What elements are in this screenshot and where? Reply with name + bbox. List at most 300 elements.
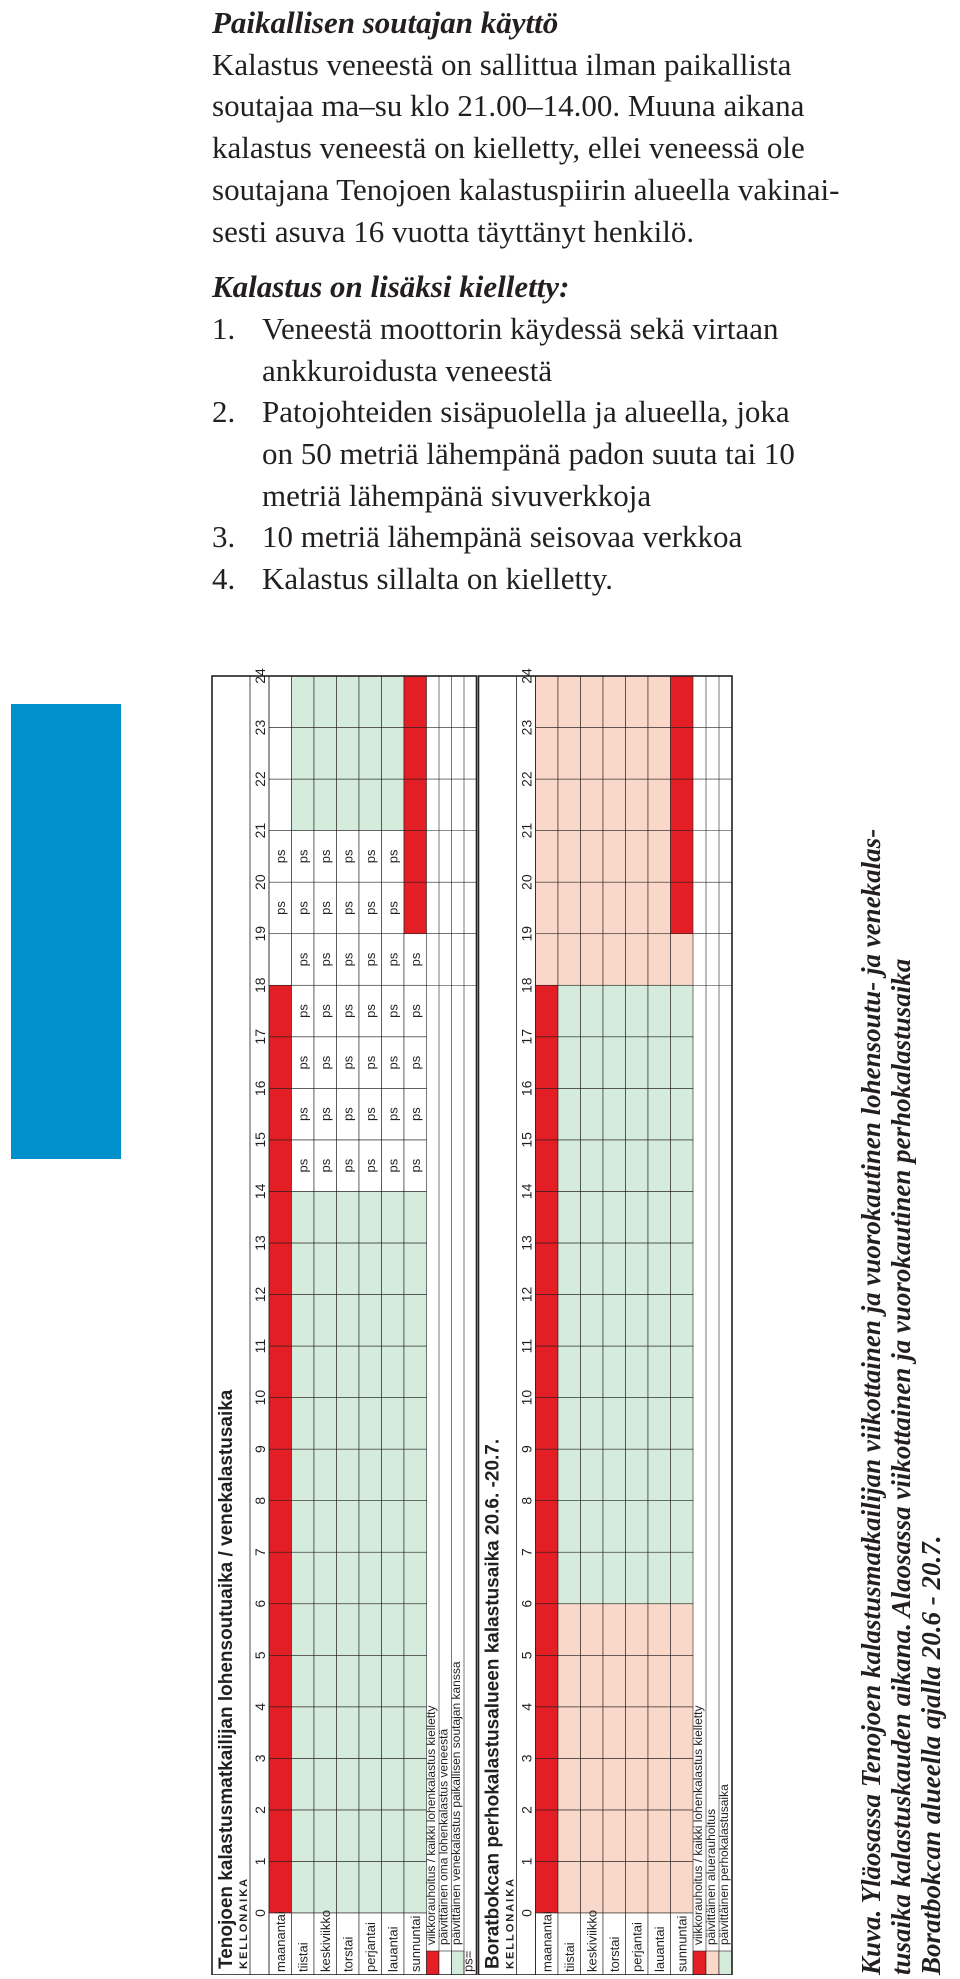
time-cell [314,1758,337,1810]
time-cell [603,1243,626,1295]
ps-label: ps [318,1107,333,1121]
time-cell [648,1346,671,1398]
time-cell [404,1655,427,1707]
time-cell [292,1191,315,1243]
time-cell [581,676,604,728]
time-cell [626,1501,649,1553]
restriction-item [212,516,952,558]
time-cell [671,1758,694,1810]
legend-text: viikkorauhoitus / kaikki lohenkalastus kielletty [424,1705,438,1945]
hour-label: 11 [518,1338,535,1354]
time-cell [603,1191,626,1243]
ps-label: ps [408,1107,423,1121]
time-cell [404,1346,427,1398]
legend-swatch [706,1951,719,1975]
time-cell [626,1243,649,1295]
time-cell [558,1758,581,1810]
hour-label: 10 [252,1389,268,1406]
day-label: sunnuntai [408,1915,423,1972]
time-cell [292,1861,315,1913]
time-cell [671,1295,694,1347]
time-cell [558,1191,581,1243]
time-cell [314,1191,337,1243]
ps-label: ps [295,1107,311,1121]
ps-label: ps [340,1055,356,1070]
time-cell [314,1398,337,1450]
hour-label: 14 [518,1183,535,1200]
time-cell [626,1655,649,1707]
time-cell [314,1604,337,1656]
time-cell [337,1295,360,1347]
time-cell [536,1449,559,1501]
day-label: perjantai [629,1922,645,1972]
time-cell [603,882,626,934]
time-cell [558,1140,581,1192]
day-label: lauantai [652,1926,667,1972]
ps-label: ps [385,901,401,915]
legend-text: päivittäinen aluerauhoitus [704,1808,718,1945]
time-cell [581,1707,604,1759]
time-cell [269,779,292,831]
ps-label: ps [340,1158,356,1173]
ps-label: ps [385,1055,401,1070]
time-cell [603,1088,626,1140]
hour-label: 13 [252,1235,268,1251]
time-cell [359,676,382,728]
time-cell [337,1552,360,1604]
time-cell [536,1810,559,1862]
time-cell [558,1604,581,1656]
time-cell [603,1810,626,1862]
time-cell [269,1295,292,1347]
ps-label: ps [318,1055,333,1070]
time-cell [626,728,649,780]
time-cell [536,1552,559,1604]
time-cell [314,1655,337,1707]
time-cell [648,1243,671,1295]
time-cell [359,1191,382,1243]
time-cell [581,1191,604,1243]
time-cell [581,1037,604,1089]
time-cell [581,934,604,986]
legend-text: päivittäinen oma lohenkalastus veneestä [436,1728,451,1945]
time-cell [626,1604,649,1656]
time-cell [314,1501,337,1553]
side-color-bar [11,704,121,1159]
time-cell [581,779,604,831]
time-cell [558,1810,581,1862]
time-cell [382,1398,405,1450]
time-cell [382,1655,405,1707]
time-cell [404,831,427,883]
time-cell [648,1449,671,1501]
time-cell [581,1810,604,1862]
time-cell [359,1758,382,1810]
hour-label: 21 [252,822,268,839]
hour-label: 3 [518,1754,535,1763]
time-cell [671,1191,694,1243]
time-cell [603,1449,626,1501]
time-cell [626,1861,649,1913]
time-cell [292,1346,315,1398]
hour-label: 5 [518,1651,535,1660]
time-cell [558,1501,581,1553]
day-label: tiistai [562,1942,577,1972]
time-cell [603,1655,626,1707]
time-cell [626,1449,649,1501]
legend-swatch [693,1951,706,1975]
time-cell [603,1707,626,1759]
day-label: keskiviikko [584,1909,600,1972]
time-cell [382,1346,405,1398]
time-cell [269,1501,292,1553]
time-cell [558,831,581,883]
time-cell [603,985,626,1037]
time-cell [671,934,694,986]
hour-label: 22 [518,771,535,787]
time-cell [359,1552,382,1604]
time-cell [314,728,337,780]
time-cell [269,1140,292,1192]
time-cell [269,676,292,728]
time-cell [603,779,626,831]
time-cell [626,934,649,986]
time-cell [648,1604,671,1656]
time-cell [337,779,360,831]
time-cell [648,779,671,831]
item-line: metriä lähempänä sivuverkkoja [262,477,652,513]
legend-text: päivittäinen perhokalastusaika [717,1784,731,1945]
hour-label: 4 [252,1702,268,1711]
time-cell [359,1501,382,1553]
time-cell [671,1140,694,1192]
time-cell [558,882,581,934]
time-cell [648,676,671,728]
ps-label: ps [318,952,333,967]
ps-label: ps [318,849,333,864]
restrictions-list [212,308,952,600]
ps-label: ps [295,952,311,967]
hour-label: 21 [518,822,535,839]
time-cell [558,779,581,831]
time-cell [648,831,671,883]
time-cell [404,779,427,831]
legend-swatch [439,1951,452,1975]
time-cell [292,1501,315,1553]
ps-label: ps [363,1158,378,1173]
time-cell [536,1604,559,1656]
time-cell [359,1243,382,1295]
caption-line: Kuva. Yläosassa Tenojoen kalastusmatkailijan viikottainen ja vuorokautinen lohensoutu- ja venekalas- [856,828,886,1975]
time-cell [626,779,649,831]
hour-label: 15 [518,1132,535,1148]
time-cell [337,1346,360,1398]
hour-label: 14 [252,1183,268,1200]
table-title: Tenojoen kalastusmatkailijan lohensoutuaika / venekalastusaika [216,1389,237,1969]
hour-label: 6 [518,1599,535,1608]
time-cell [671,1398,694,1450]
ps-label: ps [273,901,288,915]
time-cell [671,1501,694,1553]
item-number: 3. [212,519,236,555]
time-cell [626,1295,649,1347]
time-cell [292,1707,315,1759]
time-cell [314,676,337,728]
time-cell [581,1346,604,1398]
hour-label: 12 [518,1286,535,1303]
hour-label: 12 [252,1286,268,1303]
time-cell [337,676,360,728]
time-cell [648,1140,671,1192]
time-cell [337,1758,360,1810]
hour-label: 19 [518,925,535,942]
hour-label: 13 [518,1235,535,1251]
caption-line: tusaika kalastuskauden aikana. Alaosassa viikottainen ja vuorokautinen perhokalastusaika [886,958,916,1975]
time-cell [558,934,581,986]
text-block [212,2,952,600]
time-cell [626,1552,649,1604]
time-cell [671,1655,694,1707]
time-cell [382,1861,405,1913]
ps-label: ps [408,952,423,967]
paragraph-line: Kalastus veneestä on sallittua ilman paikallista [212,46,792,82]
hour-label: 18 [252,977,268,994]
item-number: 1. [212,310,236,346]
ps-label: ps [385,849,401,864]
time-cell [269,1449,292,1501]
ps-label: ps [295,849,311,864]
figure-caption [856,665,946,1975]
hour-label: 24 [518,668,535,684]
time-cell [404,1191,427,1243]
ps-label: ps [363,952,378,967]
time-cell [581,728,604,780]
time-cell [292,1295,315,1347]
time-cell [337,1449,360,1501]
fishing-time-tables [210,665,850,1975]
restriction-item [212,391,952,516]
time-cell [536,1655,559,1707]
time-cell [626,1810,649,1862]
time-cell [558,1037,581,1089]
legend-ps-label: ps= [460,1950,476,1972]
time-cell [536,779,559,831]
ps-label: ps [340,1004,356,1018]
table-subtitle: KELLONAIKA [504,1876,517,1969]
time-cell [337,1707,360,1759]
time-cell [536,985,559,1037]
table-subtitle: KELLONAIKA [238,1876,250,1969]
time-cell [671,882,694,934]
time-cell [292,1552,315,1604]
time-cell [359,779,382,831]
time-cell [269,934,292,986]
time-cell [536,1037,559,1089]
time-cell [581,1501,604,1553]
day-label: torstai [607,1936,622,1972]
hour-label: 2 [252,1806,268,1814]
time-cell [269,728,292,780]
time-cell [648,1810,671,1862]
time-cell [603,934,626,986]
time-cell [603,1346,626,1398]
time-cell [536,1140,559,1192]
time-cell [269,1243,292,1295]
time-cell [337,1191,360,1243]
time-cell [648,1037,671,1089]
time-cell [558,1088,581,1140]
time-cell [536,1346,559,1398]
time-cell [337,728,360,780]
time-cell [648,1552,671,1604]
time-cell [581,1758,604,1810]
time-cell [558,1552,581,1604]
time-cell [648,985,671,1037]
time-cell [536,1243,559,1295]
time-cell [671,985,694,1037]
hour-label: 23 [252,719,268,736]
hour-label: 18 [518,977,535,994]
time-cell [671,779,694,831]
time-cell [648,728,671,780]
time-cell [648,934,671,986]
time-cell [269,1346,292,1398]
item-line: 10 metriä lähempänä seisovaa verkkoa [262,519,743,555]
time-cell [359,1398,382,1450]
time-cell [558,728,581,780]
time-cell [536,1501,559,1553]
caption-line: Boratbokcan alueella ajalla 20.6 - 20.7. [916,1535,946,1975]
ps-label: ps [363,901,378,915]
paragraph-line: sesti asuva 16 vuotta täyttänyt henkilö. [212,213,695,249]
time-cell [269,1707,292,1759]
time-cell [648,1501,671,1553]
time-cell [581,1552,604,1604]
time-cell [671,831,694,883]
time-cell [581,985,604,1037]
time-cell [536,676,559,728]
day-label: maanantai [539,1911,555,1972]
time-cell [671,1088,694,1140]
time-cell [337,1861,360,1913]
time-cell [382,1501,405,1553]
hour-label: 20 [518,874,535,890]
time-cell [671,1604,694,1656]
time-cell [269,1810,292,1862]
time-cell [269,1758,292,1810]
time-cell [603,1501,626,1553]
legend-text: viikkorauhoitus / kaikki lohenkalastus kielletty [691,1705,705,1945]
time-cell [337,1398,360,1450]
time-cell [671,1707,694,1759]
time-cell [337,1501,360,1553]
ps-label: ps [295,901,311,915]
time-cell [626,1191,649,1243]
time-cell [404,882,427,934]
ps-label: ps [318,901,333,915]
time-cell [269,1191,292,1243]
time-cell [404,1449,427,1501]
time-cell [536,1295,559,1347]
time-cell [581,1449,604,1501]
time-cell [314,1449,337,1501]
time-cell [603,831,626,883]
time-cell [382,1191,405,1243]
time-cell [536,934,559,986]
time-cell [404,1604,427,1656]
day-label: keskiviikko [318,1909,333,1972]
ps-label: ps [408,1158,423,1173]
time-cell [558,676,581,728]
hour-label: 1 [252,1857,268,1866]
time-cell [404,1398,427,1450]
time-cell [536,1191,559,1243]
time-cell [626,1037,649,1089]
time-cell [292,779,315,831]
legend-text: päivittäinen venekalastus paikallisen soutajan kanssa [449,1661,463,1945]
time-cell [536,1707,559,1759]
hour-label: 17 [252,1029,268,1045]
hour-label: 15 [252,1132,268,1148]
ps-label: ps [363,1004,378,1018]
local-rower-paragraph [212,44,952,253]
hour-label: 7 [252,1548,268,1557]
ps-label: ps [273,849,288,864]
time-cell [603,1398,626,1450]
day-label: perjantai [363,1922,378,1972]
time-cell [536,728,559,780]
item-line: on 50 metriä lähempänä padon suuta tai 10 [262,436,795,472]
time-cell [671,676,694,728]
time-cell [404,1552,427,1604]
time-cell [558,1449,581,1501]
ps-label: ps [340,952,356,967]
hour-label: 22 [252,771,268,787]
hour-label: 17 [518,1029,535,1045]
hour-label: 7 [518,1548,535,1557]
time-cell [671,1346,694,1398]
hour-label: 24 [252,668,268,684]
item-number: 4. [212,561,236,597]
time-cell [359,1346,382,1398]
time-cell [581,1295,604,1347]
ps-label: ps [363,1055,378,1070]
time-cell [269,1037,292,1089]
ps-label: ps [385,1107,401,1121]
time-cell [603,1295,626,1347]
time-cell [359,1295,382,1347]
time-cell [359,1604,382,1656]
time-cell [382,1243,405,1295]
time-cell [536,831,559,883]
time-cell [648,882,671,934]
hour-label: 10 [518,1389,535,1406]
time-cell [404,1295,427,1347]
time-cell [626,1088,649,1140]
time-cell [337,1604,360,1656]
time-cell [292,676,315,728]
time-cell [292,1655,315,1707]
time-cell [603,1552,626,1604]
time-cell [269,1604,292,1656]
time-cell [382,1810,405,1862]
legend-swatch [719,1951,732,1975]
day-label: lauantai [385,1926,401,1972]
time-cell [536,1758,559,1810]
time-cell [382,1552,405,1604]
time-cell [581,1243,604,1295]
ps-label: ps [363,1107,378,1121]
